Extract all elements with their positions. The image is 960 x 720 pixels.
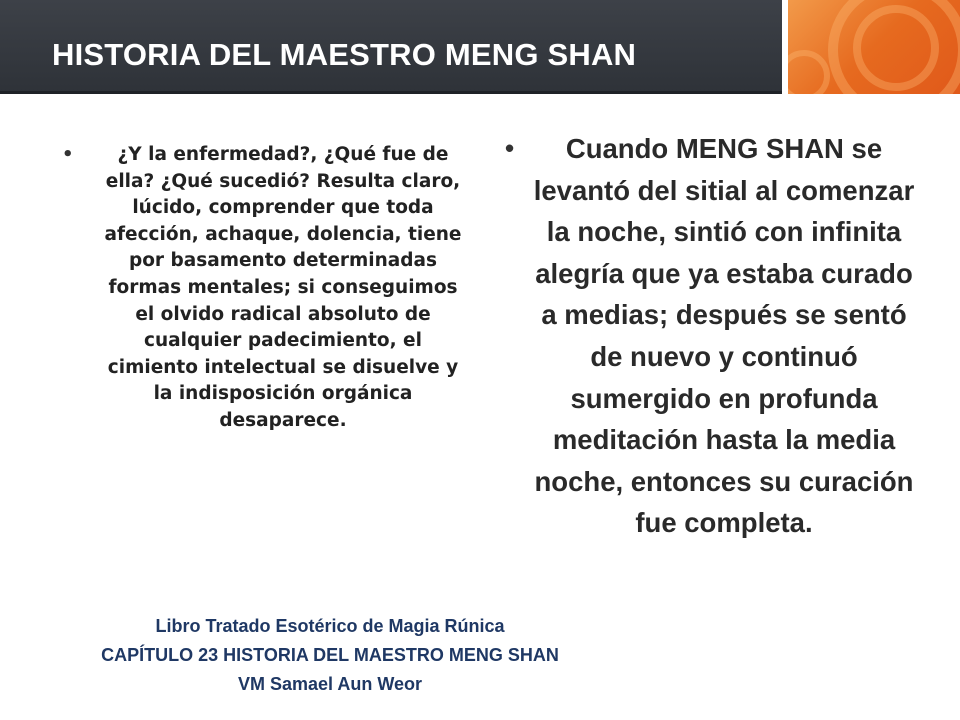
left-bullet-block — [62, 142, 462, 435]
source-citation — [40, 612, 620, 699]
bullet-icon: • — [505, 133, 515, 163]
orange-decoration — [788, 0, 960, 94]
decorative-ring — [788, 50, 830, 94]
decorative-ring — [853, 5, 939, 91]
source-author: VM Samael Aun Weor — [237, 674, 423, 694]
right-bullet-text: Cuando MENG SHAN se levantó del sitial al comenzar la noche, sintió con infinita alegría que ya estaba curado a medias; después se sentó de nuevo y continuó sumergido en profunda meditación hasta la media noche, entonces su curación fue completa. — [533, 133, 915, 539]
left-bullet-text: ¿Y la enfermedad?, ¿Qué fue de ella? ¿Qué sucedió? Resulta claro, lúcido, comprender que toda afección, achaque, dolencia, tiene por basamento determinadas formas mentales; si conseguimos el olvido radical absoluto de cualquier padecimiento, el cimiento intelectual se disuelve y la indisposición orgánica desaparece. — [104, 144, 462, 431]
source-book-title: Libro Tratado Esotérico de Magia Rúnica — [155, 616, 505, 636]
bullet-icon: • — [62, 144, 74, 165]
slide-title: HISTORIA DEL MAESTRO MENG SHAN — [52, 37, 637, 72]
right-bullet-block — [505, 128, 923, 544]
source-chapter: CAPÍTULO 23 HISTORIA DEL MAESTRO MENG SHAN — [101, 645, 559, 665]
